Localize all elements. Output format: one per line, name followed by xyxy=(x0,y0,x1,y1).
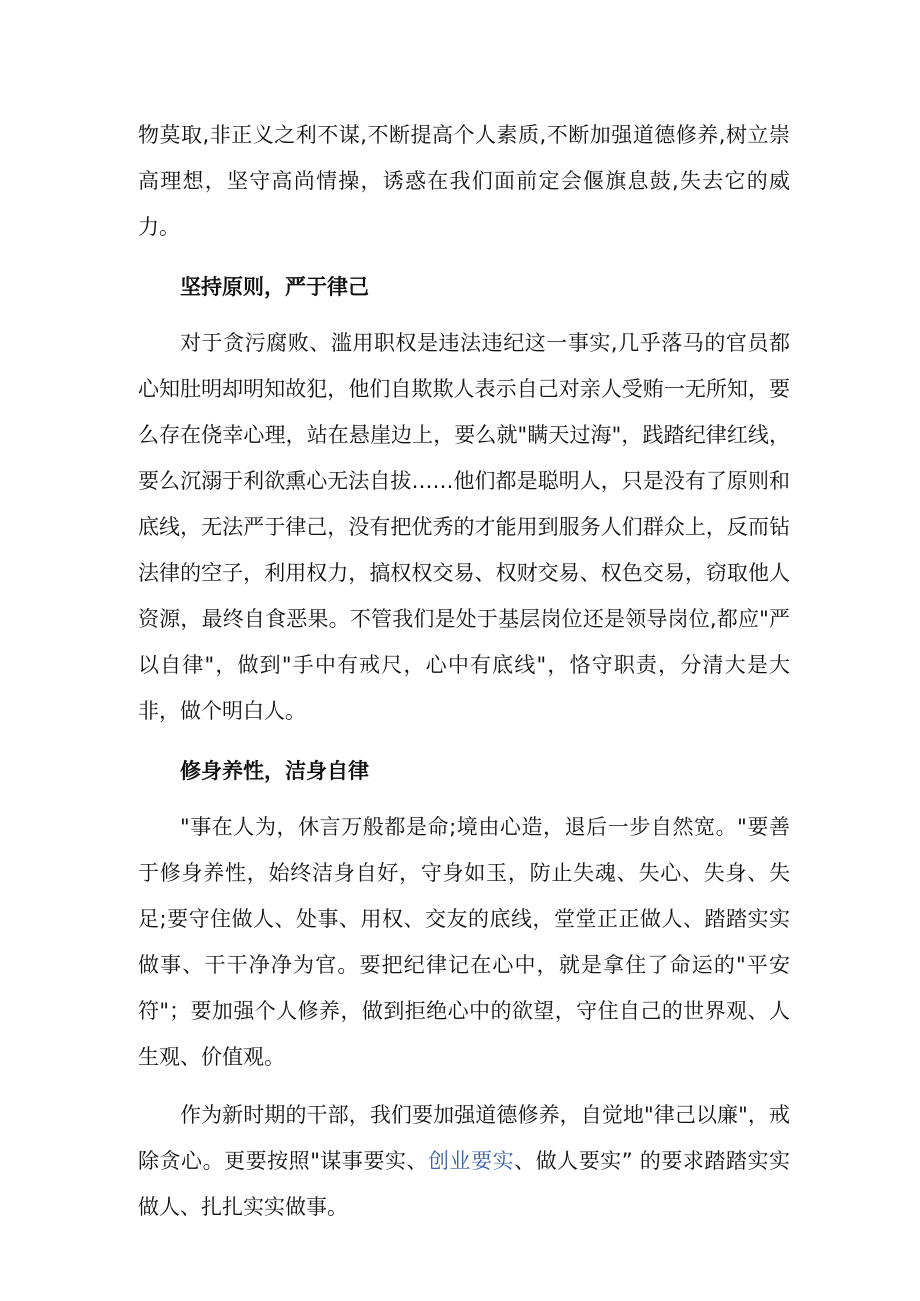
section-heading-principle: 坚持原则，严于律己 xyxy=(180,275,369,299)
intro-paragraph: 物莫取,非正义之利不谋,不断提高个人素质,不断加强道德修养,树立崇高理想，坚守高尚情操，诱惑在我们面前定会偃旗息鼓,失去它的威力。 xyxy=(138,123,790,239)
document-body xyxy=(138,112,790,1230)
entrepreneurship-link[interactable]: 创业要实 xyxy=(428,1149,515,1173)
paragraph-principle: 对于贪污腐败、滥用职权是违法违纪这一事实,几乎落马的官员都心知肚明却明知故犯，他们自欺欺人表示自己对亲人受贿一无所知，要么存在侥幸心理，站在悬崖边上，要么就"瞒天过海"，践踏纪律红线，要么沉溺于利欲熏心无法自拔……他们都是聪明人，只是没有了原则和底线，无法严于律己，没有把优秀的才能用到服务人们群众上，反而钻法律的空子，利用权力，搞权权交易、权财交易、权色交易，窃取他人资源，最终自食恶果。不管我们是处于基层岗位还是领导岗位,都应"严以自律"，做到"手中有戒尺，心中有底线"，恪守职责，分清大是大非，做个明白人。 xyxy=(138,331,790,723)
conclusion-text-part2: 、做人要实” 的要求踏踏实实做人、扎扎实实做事。 xyxy=(138,1149,790,1219)
paragraph-conclusion xyxy=(138,1092,790,1230)
conclusion-text-part1: 作为新时期的干部，我们要加强道德修养，自觉地"律己以廉"，戒除贪心。更要按照"谋事要实、 xyxy=(138,1103,790,1173)
section-heading-self-cultivation: 修身养性，洁身自律 xyxy=(180,759,369,783)
paragraph-self-cultivation: "事在人为，休言万般都是命;境由心造，退后一步自然宽。"要善于修身养性，始终洁身自好，守身如玉，防止失魂、失心、失身、失足;要守住做人、处事、用权、交友的底线，堂堂正正做人、踏踏实实做事、干干净净为官。要把纪律记在心中，就是拿住了命运的"平安符"；要加强个人修养，做到拒绝心中的欲望，守住自己的世界观、人生观、价值观。 xyxy=(138,815,790,1069)
